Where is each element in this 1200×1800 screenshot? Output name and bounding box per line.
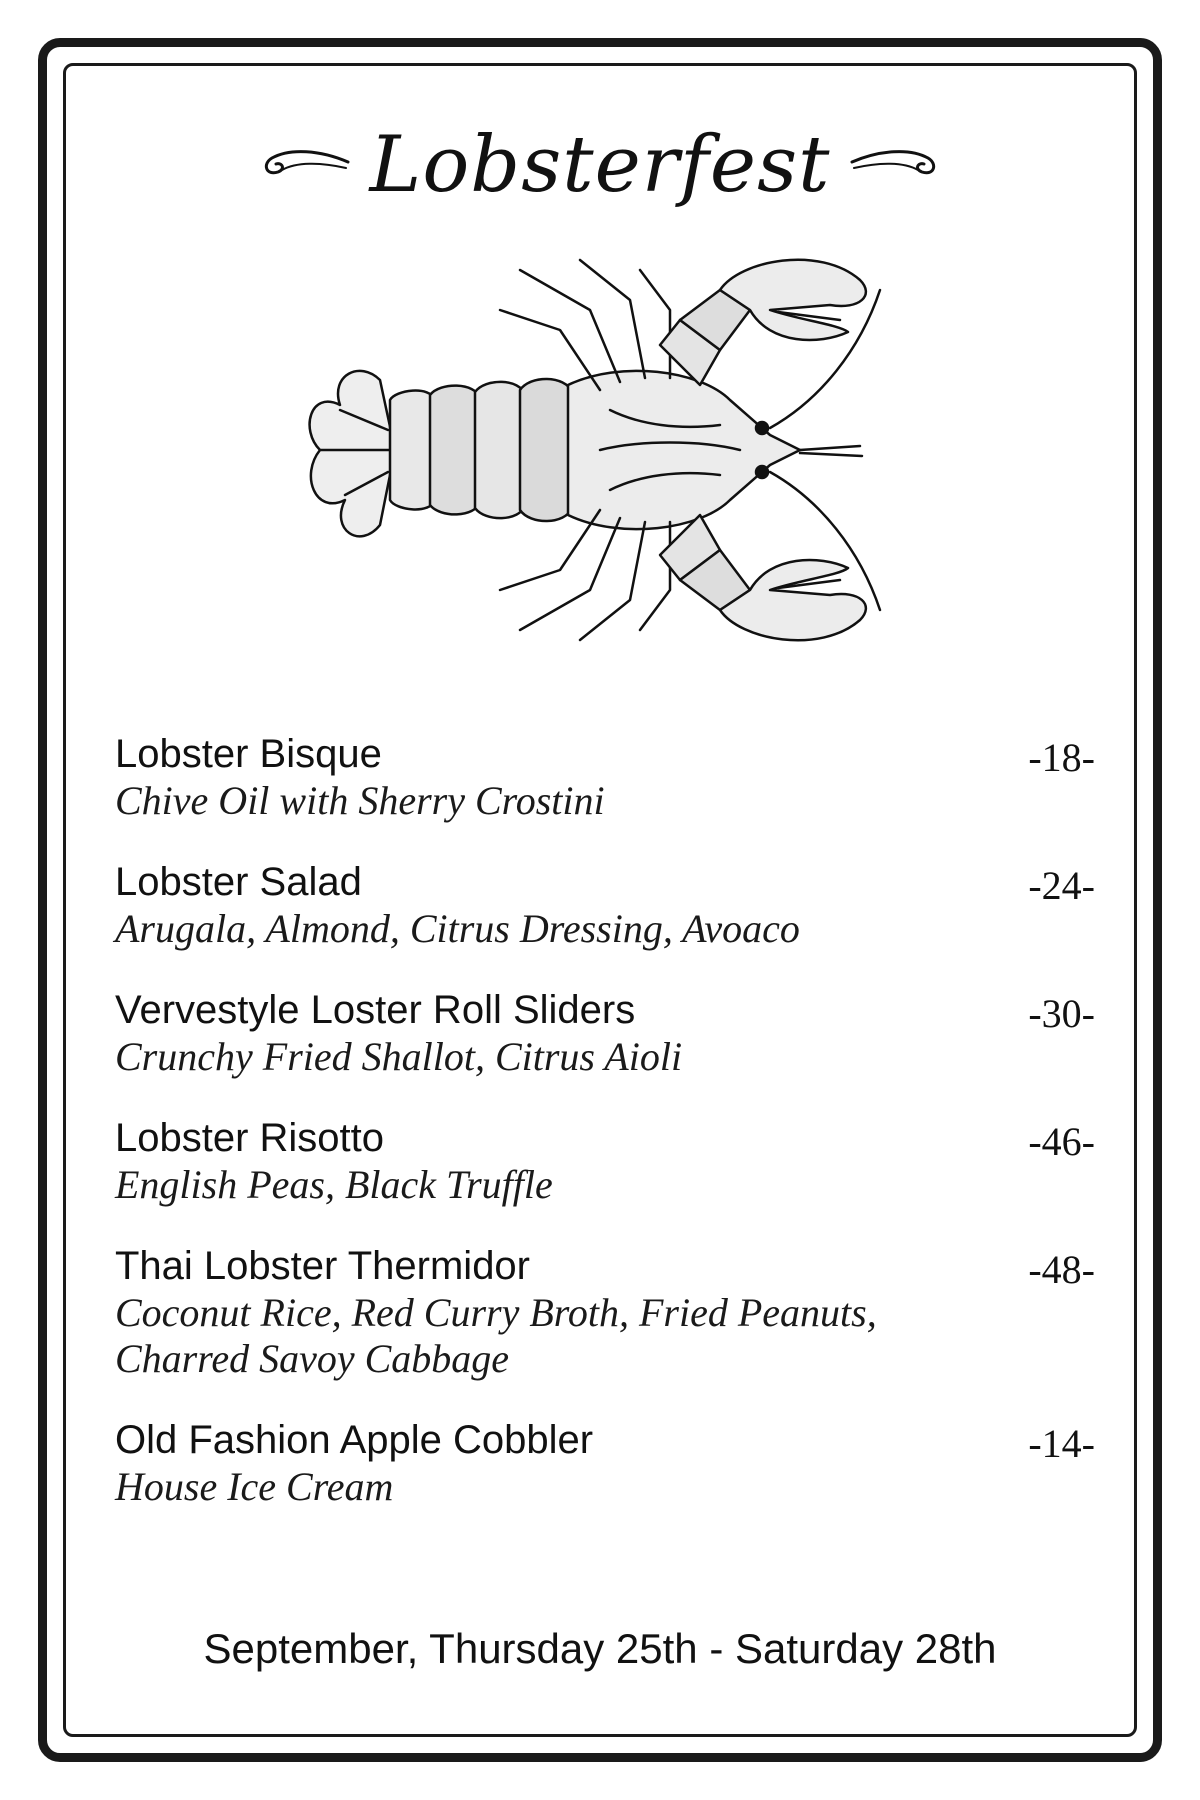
menu-item-price: -14- — [1028, 1421, 1095, 1466]
lobster-illustration — [300, 250, 900, 690]
menu-item-name: Lobster Salad — [115, 860, 362, 904]
menu-item-name: Lobster Risotto — [115, 1116, 385, 1160]
menu-item — [115, 986, 1095, 1080]
menu-item — [115, 1416, 1095, 1510]
lobster-antenna — [770, 472, 880, 610]
lobster-claw-bottom — [660, 515, 866, 640]
lobster-abdomen — [390, 379, 572, 521]
menu-item-price: -18- — [1028, 735, 1095, 780]
menu-item — [115, 858, 1095, 952]
menu-item-name: Thai Lobster Thermidor — [115, 1244, 530, 1288]
lobster-legs-bottom — [500, 510, 670, 640]
lobster-legs-top — [500, 260, 670, 390]
menu-item-name: Old Fashion Apple Cobbler — [115, 1418, 594, 1462]
flourish-left-icon — [260, 140, 352, 190]
menu-item — [115, 730, 1095, 824]
menu-list — [115, 730, 1095, 1544]
title-row — [0, 110, 1200, 220]
menu-item-description: Arugala, Almond, Citrus Dressing, Avoaco — [115, 906, 800, 951]
menu-item-price: -48- — [1028, 1247, 1095, 1292]
menu-item-price: -24- — [1028, 863, 1095, 908]
menu-item-price: -46- — [1028, 1119, 1095, 1164]
menu-item-description: English Peas, Black Truffle — [115, 1162, 553, 1207]
lobster-eye — [756, 466, 768, 478]
menu-item-name: Vervestyle Loster Roll Sliders — [115, 988, 636, 1032]
menu-item-description: Coconut Rice, Red Curry Broth, Fried Peanuts, — [115, 1290, 877, 1335]
event-dates: September, Thursday 25th - Saturday 28th — [203, 1625, 997, 1672]
lobster-carapace — [568, 371, 862, 529]
flourish-right-icon — [848, 140, 940, 190]
menu-item-description-line2: Charred Savoy Cabbage — [115, 1336, 510, 1381]
lobster-claw-top — [660, 260, 866, 385]
menu-item-name: Lobster Bisque — [115, 732, 382, 776]
menu-item — [115, 1242, 1095, 1382]
menu-item-description: House Ice Cream — [115, 1464, 394, 1509]
menu-item-description: Crunchy Fried Shallot, Citrus Aioli — [115, 1034, 683, 1079]
lobster-tail — [310, 371, 395, 536]
lobster-eye — [756, 422, 768, 434]
menu-item — [115, 1114, 1095, 1208]
menu-item-price: -30- — [1028, 991, 1095, 1036]
page-title: Lobsterfest — [369, 120, 831, 210]
lobster-antenna — [770, 290, 880, 428]
menu-item-description: Chive Oil with Sherry Crostini — [115, 778, 605, 823]
